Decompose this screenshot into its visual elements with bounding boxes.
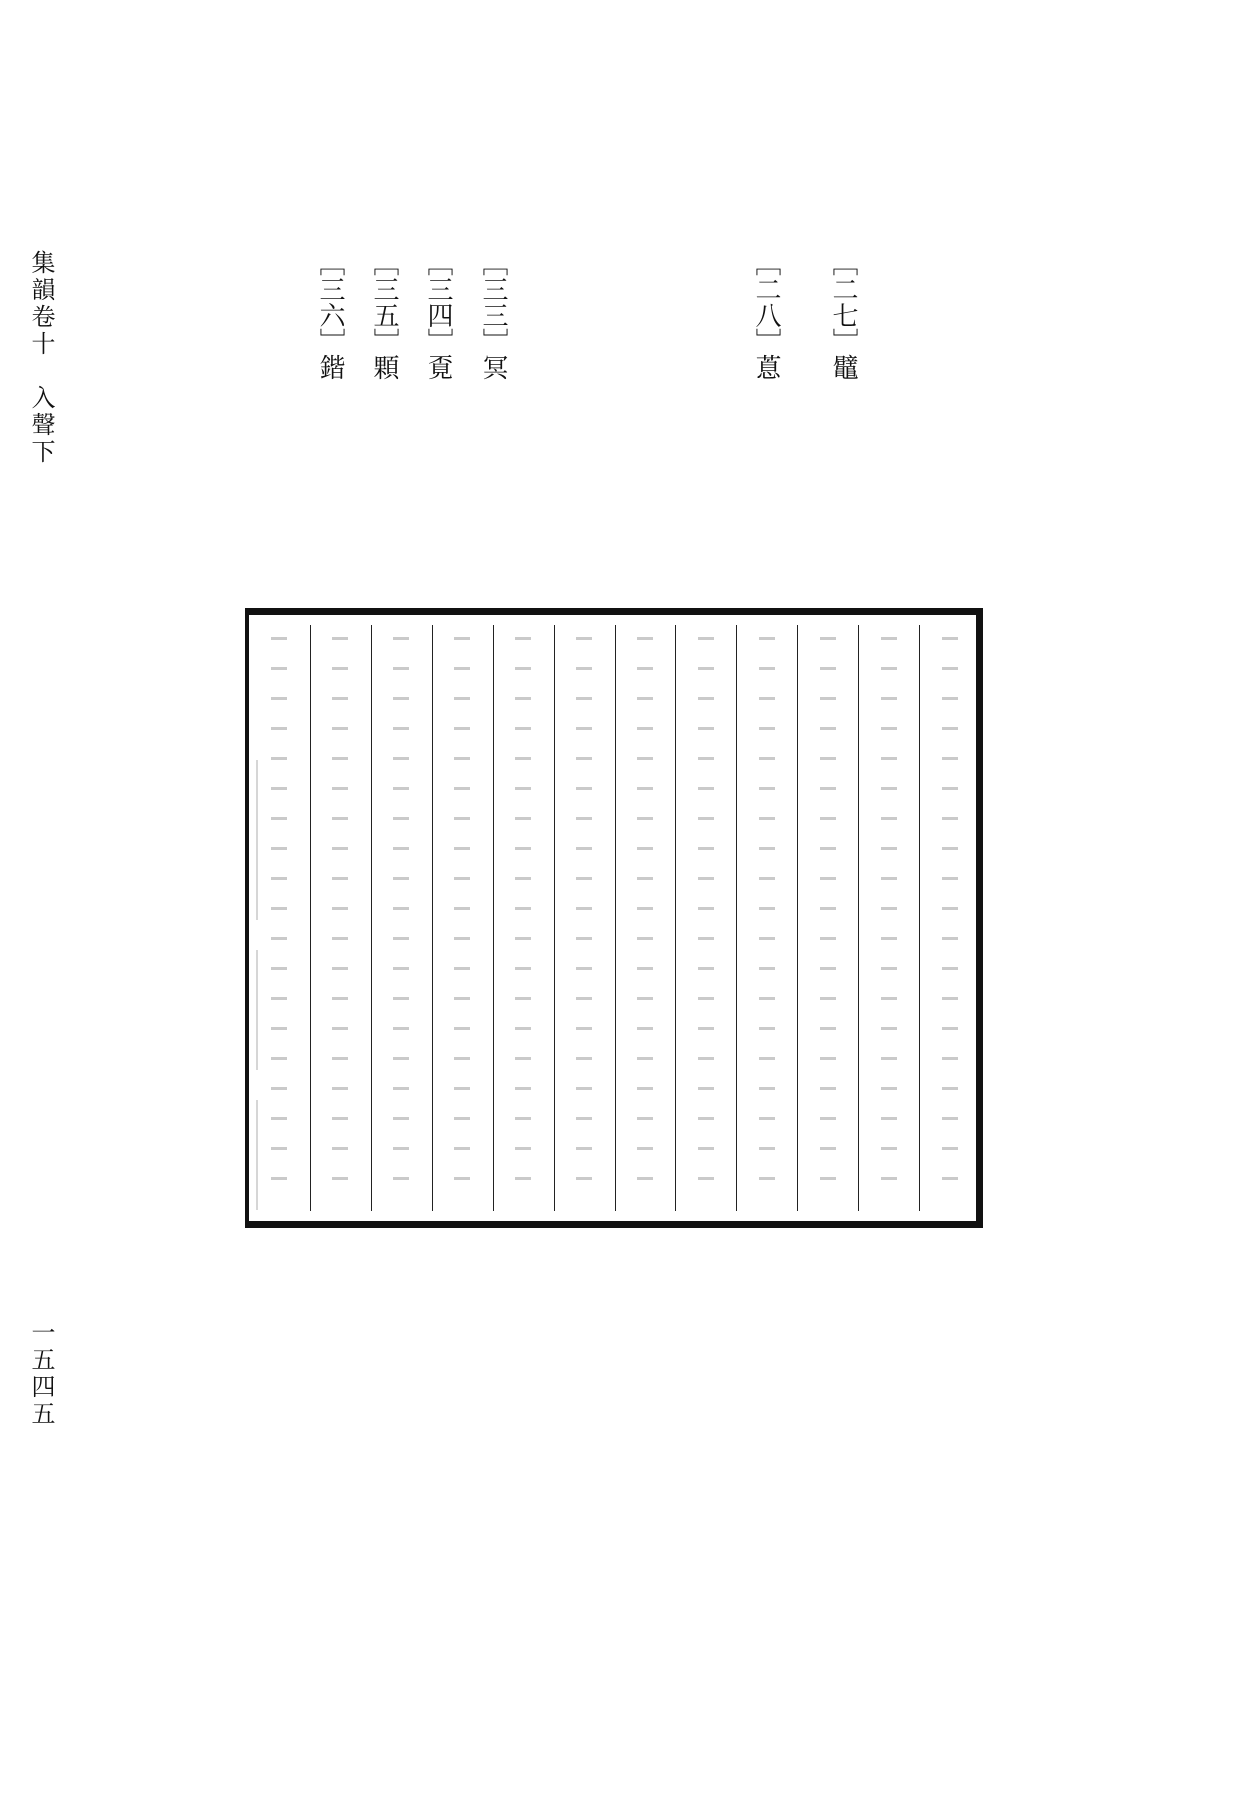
print-stroke [698,877,714,880]
print-stroke [454,1147,470,1150]
print-stroke [759,937,775,940]
print-stroke [393,847,409,850]
print-stroke [881,997,897,1000]
print-stroke [820,1057,836,1060]
collation-note: ［三三］冥 [478,250,508,380]
print-stroke [637,1117,653,1120]
print-stroke [942,1027,958,1030]
print-stroke [515,847,531,850]
print-stroke [393,697,409,700]
print-stroke [820,637,836,640]
print-stroke [698,817,714,820]
column-rule [371,625,372,1211]
print-stroke [515,1027,531,1030]
print-stroke [820,1177,836,1180]
print-stroke [698,1117,714,1120]
print-stroke [393,877,409,880]
print-stroke [637,907,653,910]
print-stroke [332,847,348,850]
print-stroke [393,787,409,790]
print-stroke [881,937,897,940]
print-stroke [942,847,958,850]
print-stroke [576,787,592,790]
print-stroke [393,1087,409,1090]
print-stroke [759,787,775,790]
print-stroke [576,997,592,1000]
print-stroke [881,667,897,670]
print-stroke [576,817,592,820]
print-stroke [454,817,470,820]
print-stroke [393,757,409,760]
print-stroke [881,1147,897,1150]
print-stroke [637,727,653,730]
print-stroke [759,847,775,850]
print-stroke [454,1117,470,1120]
print-stroke [759,1177,775,1180]
print-stroke [332,697,348,700]
print-stroke [942,817,958,820]
print-stroke [881,757,897,760]
print-stroke [637,1027,653,1030]
print-stroke [515,1147,531,1150]
print-stroke [942,727,958,730]
print-stroke [332,637,348,640]
print-stroke [576,757,592,760]
print-stroke [942,757,958,760]
print-stroke [698,997,714,1000]
print-stroke [576,1057,592,1060]
print-stroke [515,937,531,940]
print-stroke [332,817,348,820]
print-stroke [332,967,348,970]
print-stroke [454,637,470,640]
print-stroke [454,907,470,910]
print-stroke [942,1117,958,1120]
print-stroke [454,1177,470,1180]
print-stroke [576,877,592,880]
print-stroke [271,637,287,640]
print-stroke [942,1057,958,1060]
print-stroke [881,637,897,640]
print-stroke [942,787,958,790]
print-stroke [759,907,775,910]
print-stroke [332,877,348,880]
print-stroke [332,1147,348,1150]
print-stroke [393,637,409,640]
print-stroke [576,727,592,730]
print-stroke [454,937,470,940]
print-stroke [332,727,348,730]
column-rule [797,625,798,1211]
print-stroke [698,1087,714,1090]
print-stroke [515,667,531,670]
collation-note: ［二七］鼊 [828,250,858,380]
print-stroke [881,817,897,820]
print-stroke [576,847,592,850]
print-stroke [332,1117,348,1120]
print-stroke [332,997,348,1000]
print-stroke [698,787,714,790]
print-stroke [576,907,592,910]
print-stroke [515,967,531,970]
print-stroke [332,1177,348,1180]
print-stroke [942,1087,958,1090]
print-stroke [454,1087,470,1090]
collation-note: ［三五］顆 [369,250,399,380]
print-stroke [698,1147,714,1150]
print-stroke [271,727,287,730]
print-stroke [942,877,958,880]
print-stroke [454,1057,470,1060]
print-stroke [820,937,836,940]
print-stroke [393,1027,409,1030]
column-rule [675,625,676,1211]
column-rule [310,625,311,1211]
print-stroke [942,1177,958,1180]
print-stroke [637,1147,653,1150]
print-stroke [820,997,836,1000]
print-stroke [454,757,470,760]
print-stroke [881,727,897,730]
print-stroke [332,1027,348,1030]
print-stroke [881,1177,897,1180]
print-stroke [576,697,592,700]
print-stroke [393,967,409,970]
column-rule [919,625,920,1211]
print-stroke [759,997,775,1000]
print-stroke [759,757,775,760]
print-stroke [820,817,836,820]
print-stroke [942,1147,958,1150]
print-stroke [942,997,958,1000]
print-stroke [637,937,653,940]
print-stroke [942,937,958,940]
print-stroke [881,907,897,910]
print-stroke [576,1147,592,1150]
print-stroke [576,1087,592,1090]
print-stroke [637,787,653,790]
print-stroke [942,697,958,700]
print-stroke [881,877,897,880]
print-stroke [698,1027,714,1030]
print-stroke [759,1057,775,1060]
print-stroke [393,727,409,730]
collation-notes [290,230,910,610]
print-stroke [576,937,592,940]
print-stroke [637,1087,653,1090]
print-stroke [576,667,592,670]
page-number: 一五四五 [27,1320,55,1428]
print-stroke [759,1027,775,1030]
column-rule [736,625,737,1211]
print-stroke [515,787,531,790]
print-stroke [820,967,836,970]
print-stroke [454,727,470,730]
print-stroke [393,1117,409,1120]
print-stroke [881,1087,897,1090]
print-stroke [454,787,470,790]
print-stroke [759,967,775,970]
print-stroke [515,877,531,880]
print-stroke [454,847,470,850]
print-stroke [820,847,836,850]
print-stroke [576,967,592,970]
print-stroke [881,697,897,700]
print-stroke [820,907,836,910]
print-stroke [454,1027,470,1030]
print-stroke [942,967,958,970]
print-stroke [942,907,958,910]
print-stroke [393,907,409,910]
print-stroke [332,757,348,760]
print-stroke [454,667,470,670]
print-stroke [759,637,775,640]
print-stroke [820,667,836,670]
print-stroke [698,667,714,670]
print-stroke [515,757,531,760]
print-stroke [393,1057,409,1060]
scanned-text-block [245,608,983,1228]
print-stroke [698,697,714,700]
print-stroke [515,1177,531,1180]
print-stroke [393,997,409,1000]
print-stroke [515,1057,531,1060]
print-stroke [393,1147,409,1150]
print-stroke [637,847,653,850]
column-rule [432,625,433,1211]
print-stroke [820,1087,836,1090]
print-stroke [576,637,592,640]
print-stroke [515,1087,531,1090]
print-stroke [820,727,836,730]
column-rule [554,625,555,1211]
print-stroke [454,967,470,970]
print-stroke [698,937,714,940]
print-stroke [454,877,470,880]
print-stroke [637,817,653,820]
print-stroke [942,667,958,670]
print-stroke [515,997,531,1000]
print-stroke [637,997,653,1000]
print-stroke [332,1087,348,1090]
bleed-through-marks [250,760,280,1230]
print-stroke [820,1117,836,1120]
print-stroke [698,637,714,640]
print-stroke [759,1147,775,1150]
print-stroke [515,817,531,820]
print-stroke [698,1057,714,1060]
print-stroke [637,1177,653,1180]
print-stroke [515,637,531,640]
print-stroke [698,847,714,850]
print-stroke [881,787,897,790]
print-stroke [698,967,714,970]
print-stroke [759,697,775,700]
collation-note: ［三四］覔 [423,250,453,380]
print-stroke [820,787,836,790]
running-head: 集韻卷十 入聲下 [27,250,55,466]
print-stroke [881,1027,897,1030]
print-stroke [820,697,836,700]
print-stroke [637,877,653,880]
print-stroke [820,757,836,760]
print-stroke [332,907,348,910]
print-stroke [393,1177,409,1180]
print-stroke [820,1147,836,1150]
print-stroke [759,817,775,820]
print-stroke [637,757,653,760]
print-stroke [576,1027,592,1030]
print-stroke [332,787,348,790]
print-stroke [515,907,531,910]
print-stroke [820,1027,836,1030]
print-stroke [698,1177,714,1180]
print-stroke [759,667,775,670]
print-stroke [637,697,653,700]
print-stroke [637,967,653,970]
print-stroke [271,697,287,700]
print-stroke [271,667,287,670]
collation-note: ［二八］蒠 [751,250,781,380]
print-stroke [393,817,409,820]
collation-note: ［三六］鍇 [315,250,345,380]
print-stroke [576,1177,592,1180]
column-rule [858,625,859,1211]
print-stroke [881,847,897,850]
print-stroke [698,907,714,910]
print-stroke [393,937,409,940]
print-stroke [515,727,531,730]
print-stroke [698,757,714,760]
print-stroke [637,667,653,670]
column-rule [615,625,616,1211]
column-rule [493,625,494,1211]
print-stroke [637,637,653,640]
print-stroke [637,1057,653,1060]
print-stroke [759,877,775,880]
print-stroke [759,727,775,730]
print-stroke [515,697,531,700]
print-stroke [942,637,958,640]
print-stroke [332,1057,348,1060]
print-stroke [332,937,348,940]
print-stroke [515,1117,531,1120]
print-stroke [759,1087,775,1090]
print-stroke [759,1117,775,1120]
print-stroke [820,877,836,880]
print-stroke [881,1117,897,1120]
print-stroke [698,727,714,730]
print-stroke [393,667,409,670]
print-stroke [881,967,897,970]
print-stroke [454,997,470,1000]
print-stroke [576,1117,592,1120]
print-stroke [454,697,470,700]
print-stroke [332,667,348,670]
print-stroke [881,1057,897,1060]
